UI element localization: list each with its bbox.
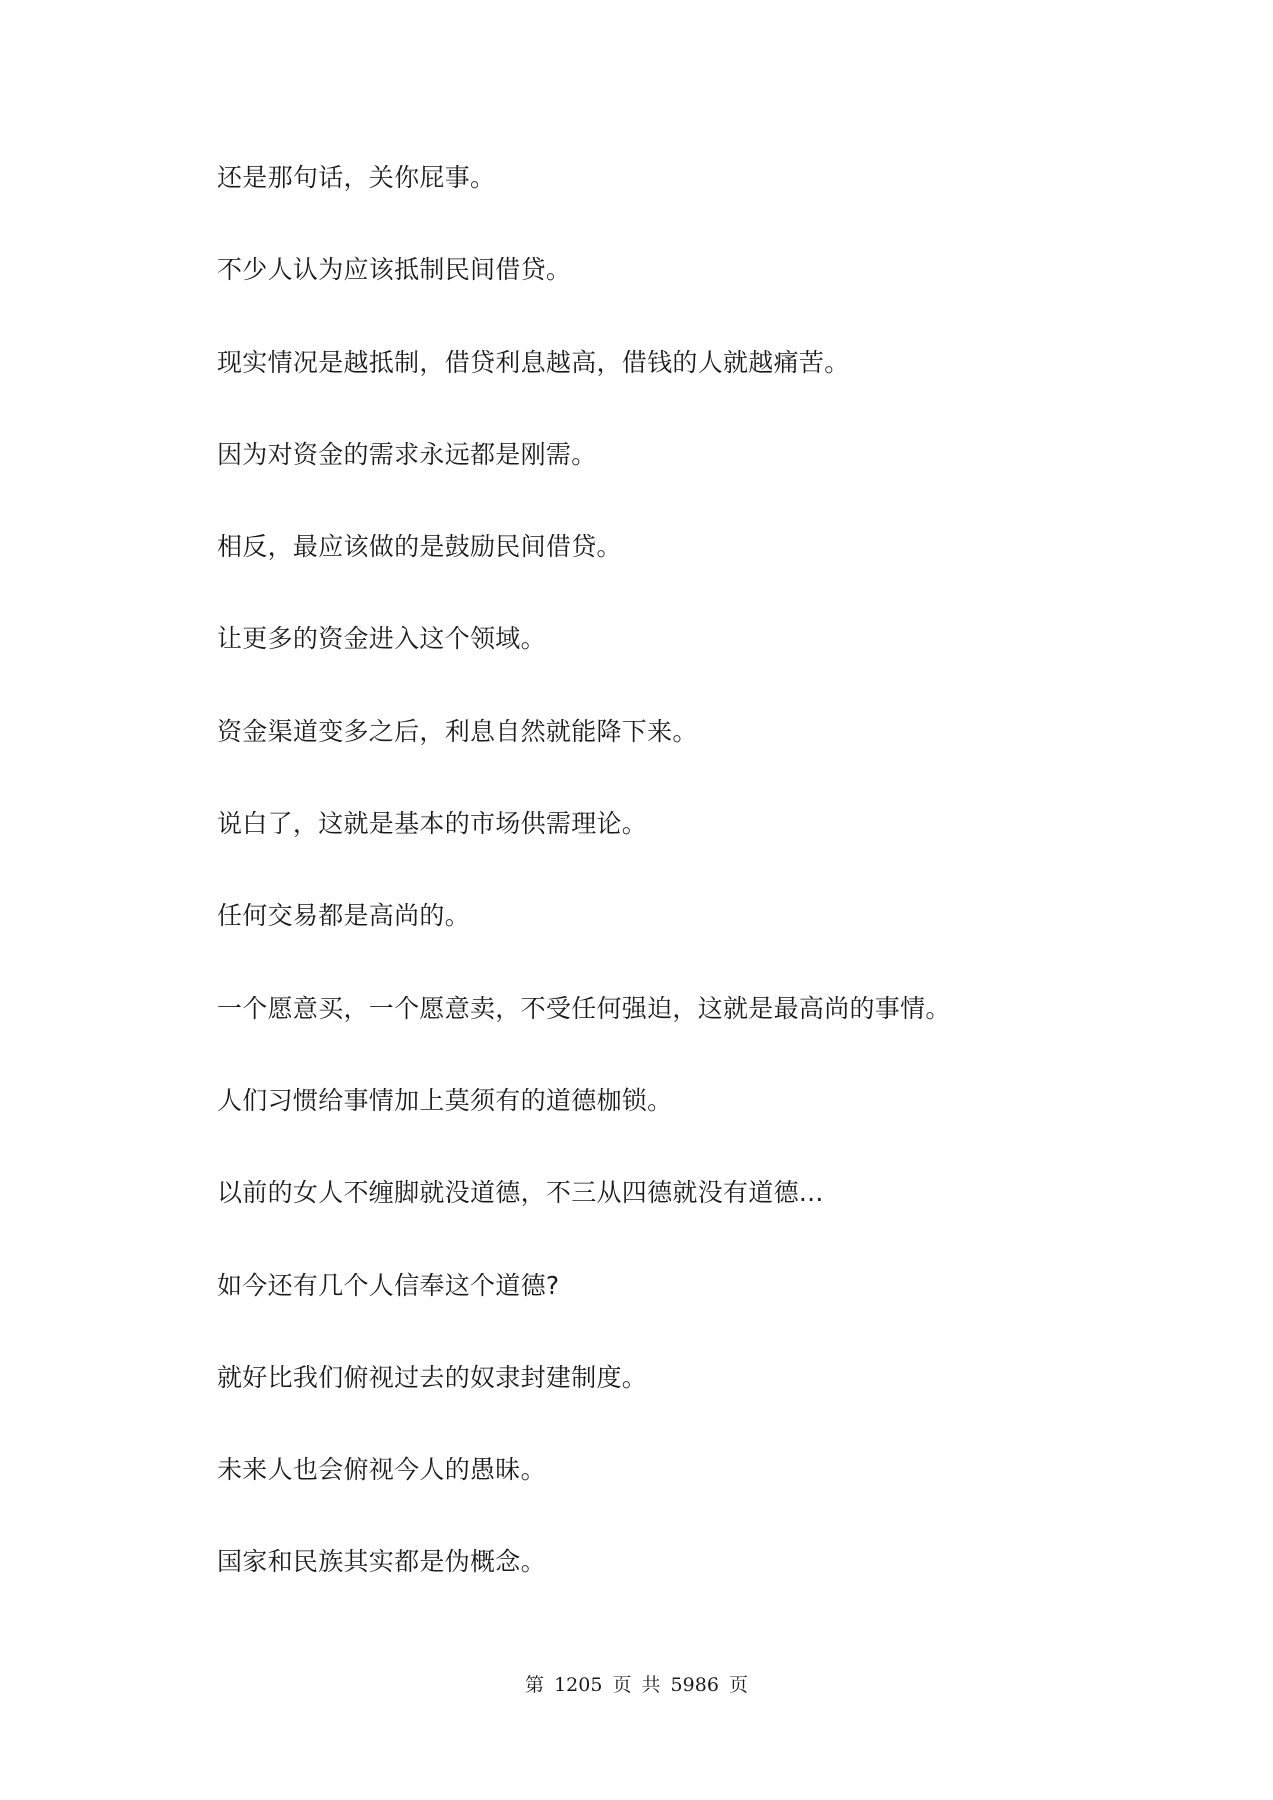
paragraph: 人们习惯给事情加上莫须有的道德枷锁。 bbox=[217, 1085, 673, 1115]
paragraph: 未来人也会俯视今人的愚昧。 bbox=[217, 1455, 546, 1485]
paragraph: 任何交易都是高尚的。 bbox=[217, 901, 471, 931]
paragraph: 现实情况是越抵制，借贷利息越高，借钱的人就越痛苦。 bbox=[217, 347, 850, 377]
paragraph: 还是那句话，关你屁事。 bbox=[217, 163, 496, 192]
paragraph: 让更多的资金进入这个领域。 bbox=[217, 624, 546, 654]
paragraph: 国家和民族其实都是伪概念。 bbox=[217, 1547, 546, 1577]
paragraph: 不少人认为应该抵制民间借贷。 bbox=[217, 255, 572, 285]
paragraph: 说白了，这就是基本的市场供需理论。 bbox=[217, 809, 648, 839]
paragraph: 相反，最应该做的是鼓励民间借贷。 bbox=[217, 532, 622, 562]
paragraph: 因为对资金的需求永远都是刚需。 bbox=[217, 439, 597, 469]
paragraph: 就好比我们俯视过去的奴隶封建制度。 bbox=[217, 1362, 648, 1392]
paragraph: 如今还有几个人信奉这个道德? bbox=[217, 1270, 560, 1300]
paragraph: 一个愿意买，一个愿意卖，不受任何强迫，这就是最高尚的事情。 bbox=[217, 993, 951, 1023]
paragraph: 资金渠道变多之后，利息自然就能降下来。 bbox=[217, 716, 698, 746]
page-number-footer: 第 1205 页 共 5986 页 bbox=[525, 1674, 748, 1696]
paragraph: 以前的女人不缠脚就没道德，不三从四德就没有道德... bbox=[217, 1178, 824, 1208]
page-body bbox=[217, 165, 1117, 1642]
